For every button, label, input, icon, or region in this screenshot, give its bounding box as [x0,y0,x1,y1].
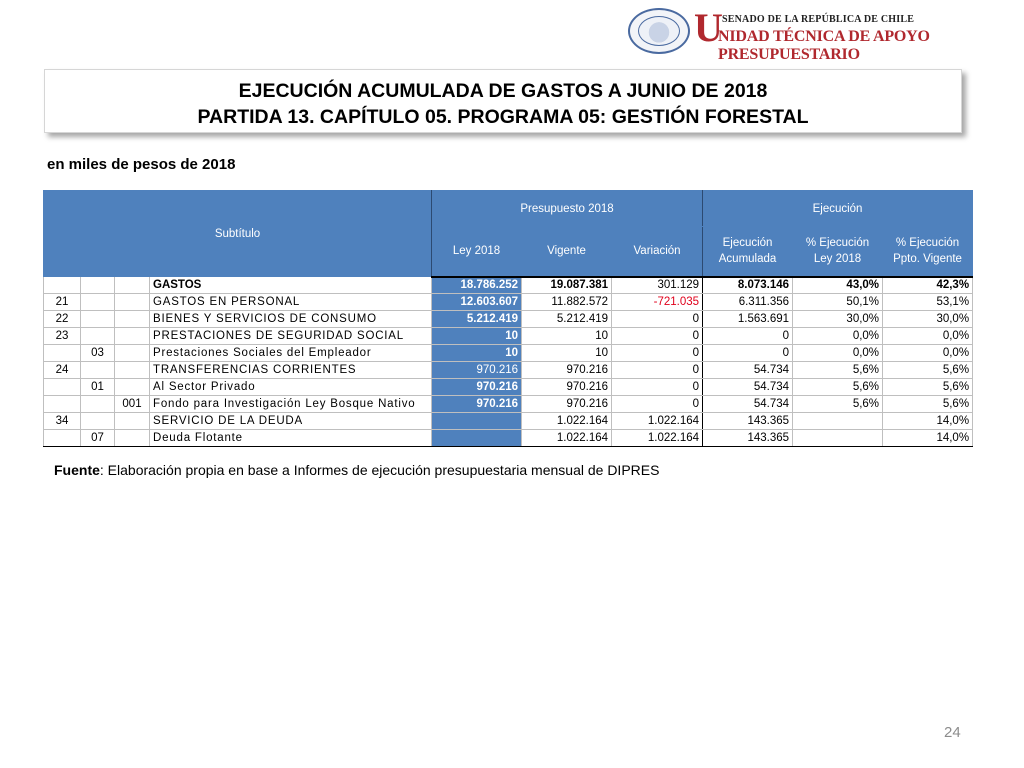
cell-variacion: 0 [612,362,703,379]
cell-ejecucion: 8.073.146 [703,277,793,294]
cell-pct-vigente: 14,0% [883,413,973,430]
header-variacion: Variación [612,227,703,277]
page-number: 24 [944,724,961,741]
budget-table [43,190,973,447]
cell-pct-vigente: 42,3% [883,277,973,294]
source-text: : Elaboración propia en base a Informes de ejecución presupuestaria mensual de DIPRES [99,462,660,478]
cell-subtitulo [44,345,81,362]
cell-asignacion [115,430,150,447]
table-row [44,311,973,328]
cell-item [81,413,115,430]
cell-asignacion [115,362,150,379]
cell-pct-vigente: 0,0% [883,328,973,345]
cell-pct-ley: 50,1% [793,294,883,311]
cell-pct-ley: 5,6% [793,362,883,379]
cell-asignacion [115,294,150,311]
cell-name: Fondo para Investigación Ley Bosque Nativo [150,396,432,413]
cell-subtitulo [44,396,81,413]
table-row [44,379,973,396]
cell-vigente: 19.087.381 [522,277,612,294]
cell-variacion: 1.022.164 [612,413,703,430]
cell-variacion: 0 [612,328,703,345]
table-row [44,430,973,447]
cell-item [81,328,115,345]
cell-subtitulo [44,277,81,294]
cell-ejecucion: 54.734 [703,362,793,379]
cell-name: BIENES Y SERVICIOS DE CONSUMO [150,311,432,328]
cell-name: Deuda Flotante [150,430,432,447]
cell-pct-vigente: 30,0% [883,311,973,328]
cell-vigente: 10 [522,345,612,362]
cell-asignacion: 001 [115,396,150,413]
cell-name: GASTOS EN PERSONAL [150,294,432,311]
cell-pct-vigente: 14,0% [883,430,973,447]
cell-asignacion [115,413,150,430]
cell-name: Prestaciones Sociales del Empleador [150,345,432,362]
cell-subtitulo: 22 [44,311,81,328]
cell-pct-vigente: 5,6% [883,396,973,413]
cell-pct-ley: 5,6% [793,396,883,413]
header-ley: Ley 2018 [432,227,522,277]
cell-pct-ley: 0,0% [793,328,883,345]
title-box [44,69,962,133]
table-row [44,396,973,413]
header-subtitulo: Subtítulo [44,191,432,277]
cell-pct-ley: 5,6% [793,379,883,396]
cell-ejecucion: 143.365 [703,430,793,447]
cell-ejecucion: 1.563.691 [703,311,793,328]
cell-pct-vigente: 53,1% [883,294,973,311]
cell-ley [432,413,522,430]
cell-ley: 18.786.252 [432,277,522,294]
cell-vigente: 1.022.164 [522,430,612,447]
cell-vigente: 10 [522,328,612,345]
cell-pct-vigente: 0,0% [883,345,973,362]
header-presupuesto: Presupuesto 2018 [432,191,703,227]
logo-initial: U [694,5,723,50]
cell-ejecucion: 0 [703,345,793,362]
cell-vigente: 5.212.419 [522,311,612,328]
cell-ejecucion: 0 [703,328,793,345]
cell-pct-ley [793,430,883,447]
cell-item [81,294,115,311]
cell-asignacion [115,379,150,396]
cell-subtitulo [44,430,81,447]
cell-ejecucion: 6.311.356 [703,294,793,311]
cell-name: Al Sector Privado [150,379,432,396]
cell-ley: 10 [432,345,522,362]
cell-subtitulo: 21 [44,294,81,311]
senate-seal-logo [628,8,690,54]
logo-line-1: SENADO DE LA REPÚBLICA DE CHILE [722,14,915,25]
cell-pct-vigente: 5,6% [883,379,973,396]
cell-asignacion [115,277,150,294]
cell-ley [432,430,522,447]
table-row [44,345,973,362]
cell-vigente: 970.216 [522,362,612,379]
source-label: Fuente [54,462,100,478]
cell-variacion: 301.129 [612,277,703,294]
cell-subtitulo: 24 [44,362,81,379]
title-line-2: PARTIDA 13. CAPÍTULO 05. PROGRAMA 05: GESTIÓN FORESTAL [197,106,809,128]
cell-ley: 5.212.419 [432,311,522,328]
cell-ejecucion: 54.734 [703,379,793,396]
cell-asignacion [115,345,150,362]
cell-item: 01 [81,379,115,396]
cell-ley: 970.216 [432,396,522,413]
cell-item [81,277,115,294]
cell-pct-ley: 30,0% [793,311,883,328]
cell-variacion: 0 [612,396,703,413]
cell-vigente: 970.216 [522,396,612,413]
cell-item [81,362,115,379]
header-pct-vigente: % Ejecución Ppto. Vigente [883,227,973,277]
table-row [44,362,973,379]
cell-pct-ley: 0,0% [793,345,883,362]
cell-item: 07 [81,430,115,447]
cell-ejecucion: 54.734 [703,396,793,413]
cell-subtitulo: 23 [44,328,81,345]
cell-variacion: 1.022.164 [612,430,703,447]
units-label: en miles de pesos de 2018 [47,156,236,173]
table-row [44,328,973,345]
cell-item: 03 [81,345,115,362]
cell-name: GASTOS [150,277,432,294]
cell-ley: 10 [432,328,522,345]
cell-pct-vigente: 5,6% [883,362,973,379]
logo-line-2: NIDAD TÉCNICA DE APOYO PRESUPUESTARIO [718,28,930,63]
cell-pct-ley [793,413,883,430]
table-row [44,277,973,294]
header-vigente: Vigente [522,227,612,277]
table-row [44,294,973,311]
cell-pct-ley: 43,0% [793,277,883,294]
cell-variacion: 0 [612,345,703,362]
cell-name: PRESTACIONES DE SEGURIDAD SOCIAL [150,328,432,345]
header-ejec-acumulada: Ejecución Acumulada [703,227,793,277]
cell-variacion: -721.035 [612,294,703,311]
cell-ley: 12.603.607 [432,294,522,311]
title-line-1: EJECUCIÓN ACUMULADA DE GASTOS A JUNIO DE 2018 [238,80,768,102]
cell-asignacion [115,311,150,328]
cell-item [81,396,115,413]
table-row [44,413,973,430]
cell-subtitulo [44,379,81,396]
header-pct-ley: % Ejecución Ley 2018 [793,227,883,277]
cell-variacion: 0 [612,379,703,396]
cell-asignacion [115,328,150,345]
cell-ley: 970.216 [432,362,522,379]
cell-variacion: 0 [612,311,703,328]
cell-vigente: 1.022.164 [522,413,612,430]
cell-ejecucion: 143.365 [703,413,793,430]
cell-vigente: 11.882.572 [522,294,612,311]
cell-subtitulo: 34 [44,413,81,430]
cell-item [81,311,115,328]
cell-ley: 970.216 [432,379,522,396]
cell-name: SERVICIO DE LA DEUDA [150,413,432,430]
header-ejecucion: Ejecución [703,191,973,227]
source-note [54,462,659,478]
cell-vigente: 970.216 [522,379,612,396]
cell-name: TRANSFERENCIAS CORRIENTES [150,362,432,379]
